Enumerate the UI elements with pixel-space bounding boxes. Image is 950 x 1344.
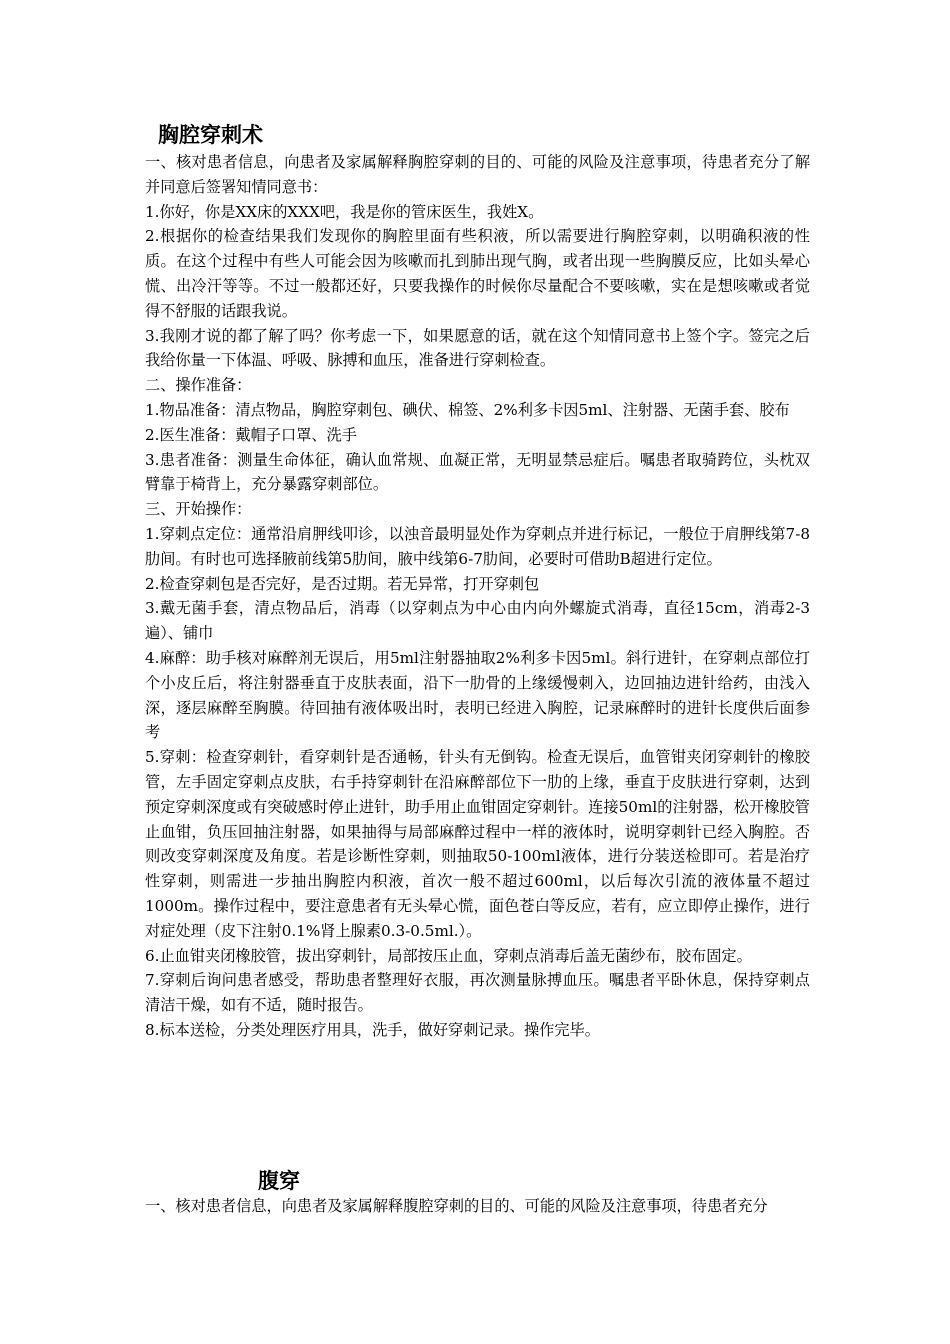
paragraph: 1.物品准备：清点物品，胸腔穿刺包、碘伏、棉签、2%利多卡因5ml、注射器、无菌手套、胶布 [145,400,790,419]
paragraph: 一、核对患者信息，向患者及家属解释胸腔穿刺的目的、可能的风险及注意事项，待患者充分了解并同意后签署知情同意书： [145,153,810,196]
section-body-thoracentesis [145,150,810,1043]
section-title-thoracentesis: 胸腔穿刺术 [158,123,263,147]
paragraph: 6.止血钳夹闭橡胶管，拔出穿刺针，局部按压止血，穿刺点消毒后盖无菌纱布，胶布固定。 [145,946,752,965]
paragraph: 一、核对患者信息，向患者及家属解释腹腔穿刺的目的、可能的风险及注意事项，待患者充分 [145,1197,768,1215]
paragraph: 8.标本送检，分类处理医疗用具，洗手，做好穿刺记录。操作完毕。 [145,1020,600,1039]
section-body-abdominal-paracentesis [145,1194,810,1219]
section-title-abdominal-paracentesis: 腹穿 [258,1169,300,1193]
paragraph: 3.患者准备：测量生命体征，确认血常规、血凝正常，无明显禁忌症后。嘱患者取骑跨位，头枕双臂靠于椅背上，充分暴露穿刺部位。 [145,450,810,494]
paragraph: 7.穿刺后询问患者感受，帮助患者整理好衣服，再次测量脉搏血压。嘱患者平卧休息，保持穿刺点清洁干燥，如有不适，随时报告。 [145,971,810,1015]
paragraph: 2.根据你的检查结果我们发现你的胸腔里面有些积液，所以需要进行胸腔穿刺，以明确积液的性质。在这个过程中有些人可能会因为咳嗽而扎到肺出现气胸，或者出现一些胸膜反应，比如头晕心慌、出冷汗等等。不过一般都还好，只要我操作的时候你尽量配合不要咳嗽，实在是想咳嗽或者觉得不舒服的话跟我说。 [145,227,810,320]
paragraph: 4.麻醉：助手核对麻醉剂无误后，用5ml注射器抽取2%利多卡因5ml。斜行进针，在穿刺点部位打个小皮丘后，将注射器垂直于皮肤表面，沿下一肋骨的上缘缓慢刺入，边回抽边进针给药，由浅入深，逐层麻醉至胸膜。待回抽有液体吸出时，表明已经进入胸腔，记录麻醉时的进针长度供后面参考 [145,648,810,742]
paragraph: 二、操作准备： [145,376,252,395]
paragraph: 5.穿刺：检查穿刺针，看穿刺针是否通畅，针头有无倒钩。检查无误后，血管钳夹闭穿刺针的橡胶管，左手固定穿刺点皮肤，右手持穿刺针在沿麻醉部位下一肋的上缘，垂直于皮肤进行穿刺，达到预定穿刺深度或有突破感时停止进针，助手用止血钳固定穿刺针。连接50ml的注射器，松开橡胶管止血钳，负压回抽注射器，如果抽得与局部麻醉过程中一样的液体时，说明穿刺针已经入胸腔。否则改变穿刺深度及角度。若是诊断性穿刺，则抽取50-100ml液体，进行分装送检即可。若是治疗性穿刺，则需进一步抽出胸腔内积液，首次一般不超过600ml，以后每次引流的液体量不超过1000m。操作过程中，要注意患者有无头晕心慌，面色苍白等反应，若有，应立即停止操作，进行对症处理（皮下注射0.1%肾上腺素0.3-0.5ml.）。 [145,748,810,940]
paragraph: 3.我刚才说的都了解了吗？你考虑一下，如果愿意的话，就在这个知情同意书上签个字。签完之后我给你量一下体温、呼吸、脉搏和血压，准备进行穿刺检查。 [145,326,810,370]
paragraph: 1.穿刺点定位：通常沿肩胛线叩诊，以浊音最明显处作为穿刺点并进行标记，一般位于肩胛线第7-8肋间。有时也可选择腋前线第5肋间，腋中线第6-7肋间，必要时可借助B超进行定位。 [145,524,810,568]
paragraph: 3.戴无菌手套，清点物品后，消毒（以穿刺点为中心由内向外螺旋式消毒，直径15cm，消毒2-3遍）、铺巾 [145,599,810,643]
paragraph: 三、开始操作： [145,500,252,519]
paragraph: 1.你好，你是XX床的XXX吧，我是你的管床医生，我姓X。 [145,202,544,221]
paragraph: 2.检查穿刺包是否完好，是否过期。若无异常，打开穿刺包 [145,574,540,593]
paragraph: 2.医生准备：戴帽子口罩、洗手 [145,425,357,444]
